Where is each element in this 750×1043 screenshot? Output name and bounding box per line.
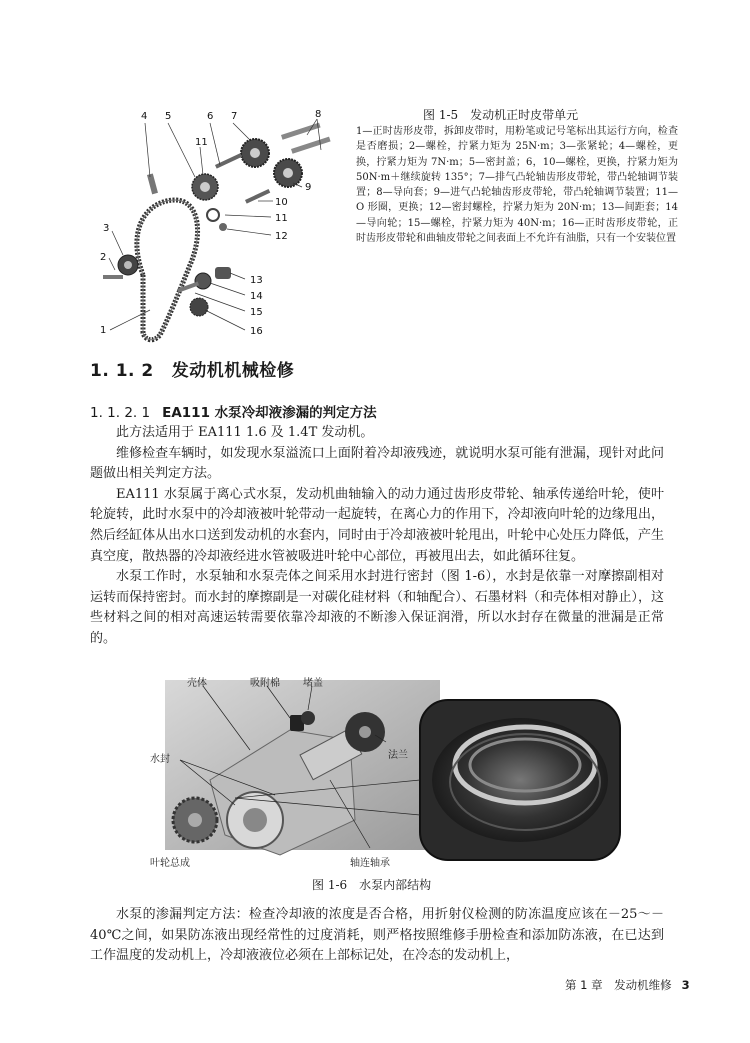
section-number: 1. 1. 2	[90, 361, 154, 381]
timing-belt-drawing	[95, 105, 350, 350]
callout-3: 3	[103, 223, 110, 234]
subsection-heading	[90, 401, 377, 421]
paragraph: 水泵工作时，水泵轴和水泵壳体之间采用水封进行密封（图 1-6），水封是依靠一对摩擦副相对运转而保持密封。而水封的摩擦副是一对碳化硅材料（和轴配合）、石墨材料（和壳体相对静止），这些材料之间的相对高速运转需要依靠冷却液的不断渗入保证润滑，所以水封存在微量的泄漏是正常的。	[90, 569, 664, 646]
callout-11: 11	[275, 213, 288, 224]
body-text-bottom	[90, 905, 664, 967]
page-number: 3	[681, 978, 690, 992]
callout-4: 4	[141, 111, 148, 122]
callout-15: 15	[250, 307, 263, 318]
callout-11a: 11	[195, 137, 208, 148]
callout-8: 8	[315, 109, 322, 120]
paragraph: EA111 水泵属于离心式水泵，发动机曲轴输入的动力通过齿形皮带轮、轴承传递给叶轮，使叶轮旋转，此时水泵中的冷却液被叶轮带动一起旋转，在离心力的作用下，冷却液向叶轮的边缘甩出，然后经缸体从出水口送到发动机的水套内，同时由于冷却液被叶轮甩出，叶轮中心处压力降低，产生真空度，散热器的冷却液经进水管被吸进叶轮中心部位，再被甩出去，如此循环往复。	[90, 486, 664, 564]
section-title: 发动机机械检修	[171, 361, 295, 381]
chapter-label: 第 1 章 发动机维修	[565, 978, 672, 992]
callout-9: 9	[305, 182, 312, 193]
timing-belt-figure	[95, 105, 350, 350]
callout-14: 14	[250, 291, 263, 302]
label-bearing: 轴连轴承	[350, 858, 390, 869]
label-absorbent: 吸附棉	[250, 678, 280, 689]
page-footer	[565, 977, 690, 993]
callout-10: 10	[275, 197, 288, 208]
water-pump-figure	[150, 670, 625, 870]
figure-1-5-caption: 图 1-5 发动机正时皮带单元	[423, 108, 579, 122]
callout-1: 1	[100, 325, 107, 336]
callout-6: 6	[207, 111, 214, 122]
subsection-title: EA111 水泵冷却液渗漏的判定方法	[162, 405, 377, 421]
paragraph: 此方法适用于 EA111 1.6 及 1.4T 发动机。	[116, 425, 374, 440]
callout-16: 16	[250, 326, 263, 337]
figure-1-6-caption: 图 1-6 水泵内部结构	[312, 878, 432, 892]
callout-7: 7	[231, 111, 238, 122]
label-plug: 堵盖	[303, 678, 323, 689]
callout-13: 13	[250, 275, 263, 286]
callout-12: 12	[275, 231, 288, 242]
paragraph: 水泵的渗漏判定方法：检查冷却液的浓度是否合格，用折射仪检测的防冻温度应该在－25～－40℃之间，如果防冻液出现经常性的过度消耗，则严格按照维修手册检查和添加防冻液，在已达到工作温度的发动机上，冷却液液位必须在上部标记处，在冷态的发动机上，	[90, 907, 664, 964]
subsection-number: 1. 1. 2. 1	[90, 405, 151, 421]
callout-5: 5	[165, 111, 172, 122]
label-seal: 水封	[150, 754, 170, 765]
body-text	[90, 423, 664, 650]
label-flange: 法兰	[388, 750, 408, 761]
figure-1-5-legend: 1—正时齿形皮带，拆卸皮带时，用粉笔或记号笔标出其运行方向，检查是否磨损；2—螺栓，拧紧力矩为 25N·m；3—张紧轮；4—螺栓，更换，拧紧力矩为 7N·m；5—密封盖；6，10—螺栓，更换，拧紧力矩为 50N·m＋继续旋转 135°；7—排气凸轮轴齿形皮带轮，带凸轮轴调节装置；8—导向套；9—进气凸轮轴齿形皮带轮，带凸轮轴调节装置；11—O 形圈，更换；12—密封螺栓，拧紧力矩为 20N·m；13—间距套；14—导向轮；15—螺栓，拧紧力矩为 40N·m；16—正时齿形皮带轮，正时齿形皮带轮和曲轴皮带轮之间表面上不允许有油脂，只有一个安装位置	[356, 126, 678, 245]
label-impeller: 叶轮总成	[150, 858, 190, 869]
callout-2: 2	[100, 252, 107, 263]
section-heading	[90, 356, 294, 381]
paragraph: 维修检查车辆时，如发现水泵溢流口上面附着冷却液残迹，就说明水泵可能有泄漏，现针对此问题做出相关判定方法。	[90, 445, 664, 482]
water-pump-drawing	[150, 670, 625, 870]
label-housing: 壳体	[187, 678, 207, 689]
